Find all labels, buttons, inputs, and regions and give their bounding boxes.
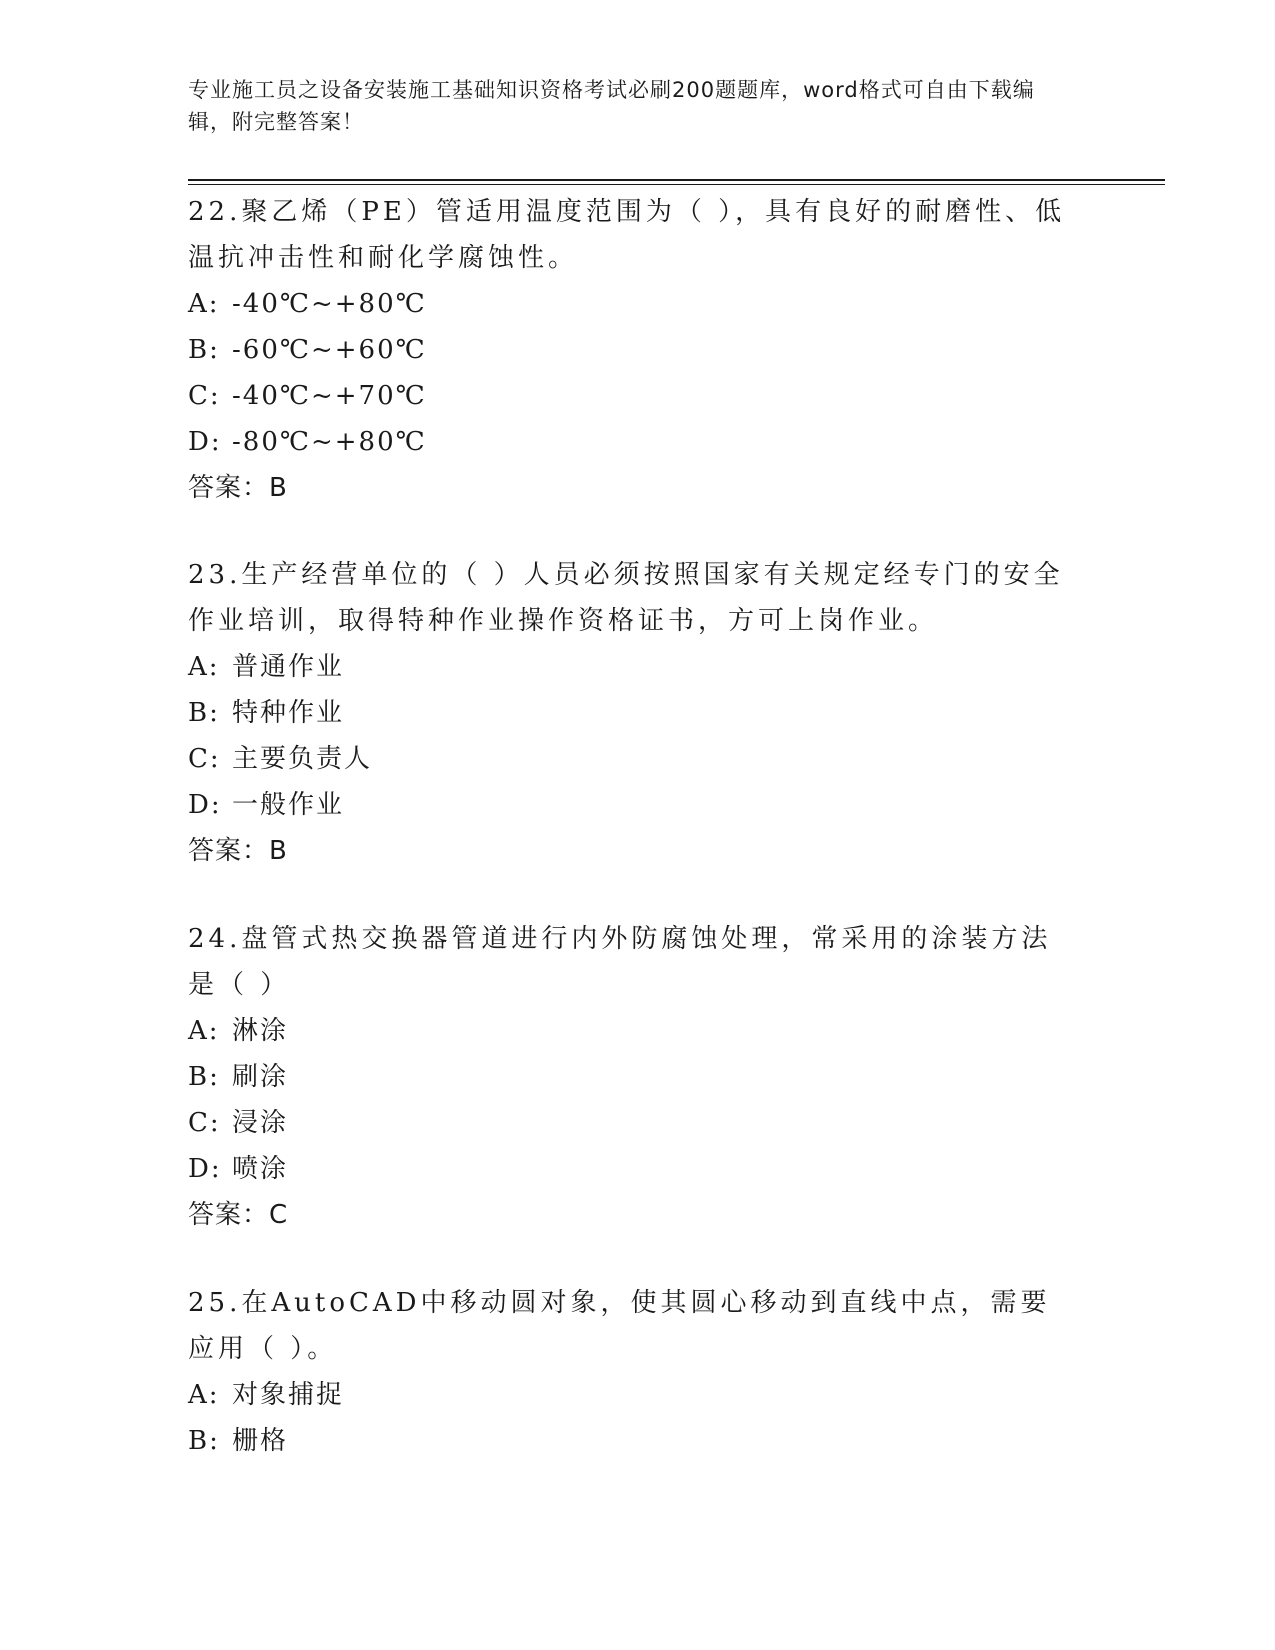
option-text: 普通作业: [232, 652, 345, 682]
option-text: 特种作业: [232, 698, 345, 728]
question-stem: 25.在AutoCAD中移动圆对象，使其圆心移动到直线中点，需要应用（ ）。: [188, 1288, 1051, 1364]
option-text: -80℃~+80℃: [232, 427, 427, 457]
option-text: 刷涂: [232, 1062, 289, 1092]
option-d: [188, 1146, 1078, 1192]
option-c: [188, 373, 1078, 419]
option-letter: B:: [188, 1062, 220, 1092]
header-divider-top: [188, 179, 1165, 181]
option-letter: D:: [188, 790, 222, 820]
header-divider-bottom: [188, 184, 1165, 185]
option-d: [188, 419, 1078, 465]
document-header: 专业施工员之设备安装施工基础知识资格考试必刷200题题库，word格式可自由下载编辑，附完整答案！: [188, 78, 1035, 134]
option-a: [188, 281, 1078, 327]
question-24: [188, 916, 1078, 1238]
answer-label: 答案：B: [188, 473, 288, 503]
option-c: [188, 1100, 1078, 1146]
option-letter: D:: [188, 1154, 222, 1184]
option-text: -40℃~+80℃: [232, 289, 427, 319]
option-text: -40℃~+70℃: [232, 381, 427, 411]
option-letter: B:: [188, 335, 220, 365]
option-letter: A:: [188, 652, 220, 682]
option-text: 淋涂: [232, 1016, 289, 1046]
question-stem: 24.盘管式热交换器管道进行内外防腐蚀处理，常采用的涂装方法是（ ）: [188, 924, 1052, 1000]
question-25: [188, 1280, 1078, 1464]
option-text: 对象捕捉: [232, 1380, 345, 1410]
option-b: [188, 1054, 1078, 1100]
option-text: -60℃~+60℃: [232, 335, 427, 365]
option-letter: C:: [188, 744, 221, 774]
option-b: [188, 327, 1078, 373]
option-text: 栅格: [232, 1426, 289, 1456]
option-letter: A:: [188, 289, 220, 319]
option-a: [188, 644, 1078, 690]
option-text: 喷涂: [232, 1154, 289, 1184]
option-letter: B:: [188, 1426, 220, 1456]
option-letter: D:: [188, 427, 222, 457]
question-23: [188, 552, 1078, 874]
answer-label: 答案：B: [188, 836, 288, 866]
option-text: 浸涂: [232, 1108, 289, 1138]
option-b: [188, 1418, 1078, 1464]
option-a: [188, 1008, 1078, 1054]
question-stem: 23.生产经营单位的（ ）人员必须按照国家有关规定经专门的安全作业培训，取得特种作业操作资格证书，方可上岗作业。: [188, 560, 1064, 636]
option-a: [188, 1372, 1078, 1418]
question-22: [188, 189, 1078, 511]
option-text: 主要负责人: [232, 744, 373, 774]
option-d: [188, 782, 1078, 828]
option-letter: A:: [188, 1380, 220, 1410]
option-letter: C:: [188, 1108, 221, 1138]
option-letter: C:: [188, 381, 221, 411]
option-letter: B:: [188, 698, 220, 728]
option-c: [188, 736, 1078, 782]
answer-label: 答案：C: [188, 1200, 289, 1230]
question-stem: 22.聚乙烯（PE）管适用温度范围为（ ），具有良好的耐磨性、低温抗冲击性和耐化学腐蚀性。: [188, 197, 1066, 273]
option-b: [188, 690, 1078, 736]
option-text: 一般作业: [232, 790, 345, 820]
option-letter: A:: [188, 1016, 220, 1046]
